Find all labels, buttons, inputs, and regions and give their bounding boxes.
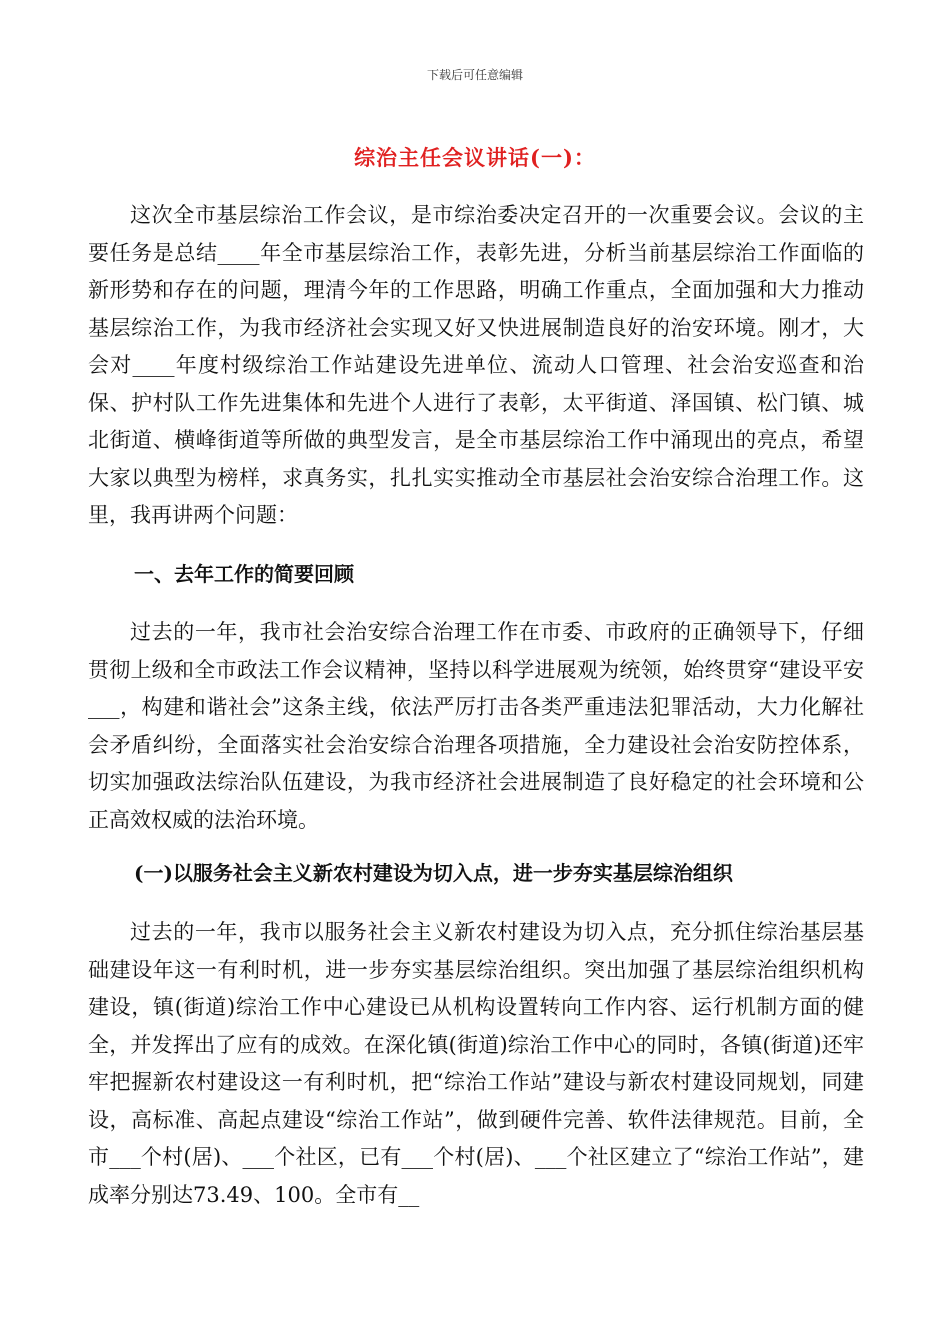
- page-header-note: 下载后可任意编辑: [426, 68, 523, 82]
- section1-paragraph: 过去的一年，我市以服务社会主义新农村建设为切入点，充分抓住综治基层基础建设年这一有利时机，进一步夯实基层综治组织。突出加强了基层综治组织机构建设，镇(街道)综治工作中心建设已从机构设置转向工作内容、运行机制方面的健全，并发挥出了应有的成效。在深化镇(街道)综治工作中心的同时，各镇(街道)还牢牢把握新农村建设这一有利时机，把“综治工作站”建设与新农村建设同规划，同建设，高标准、高起点建设“综治工作站”，做到硬件完善、软件法律规范。目前，全市___个村(居)、___个社区，已有___个村(居)、___个社区建立了“综治工作站”，建成率分别达73.49、100。全市有__: [88, 920, 864, 1207]
- review-paragraph-block: [88, 614, 864, 839]
- subsection-heading-one: (一)以服务社会主义新农村建设为切入点，进一步夯实基层综治组织: [134, 861, 733, 885]
- section-heading-review: 一、去年工作的简要回顾: [134, 562, 354, 586]
- document-title: 综治主任会议讲话(一)：: [354, 145, 596, 170]
- intro-paragraph: 这次全市基层综治工作会议，是市综治委决定召开的一次重要会议。会议的主要任务是总结____年全市基层综治工作，表彰先进，分析当前基层综治工作面临的新形势和存在的问题，理清今年的工作思路，明确工作重点，全面加强和大力推动基层综治工作，为我市经济社会实现又好又快进展制造良好的治安环境。刚才，大会对____年度村级综治工作站建设先进单位、流动人口管理、社会治安巡查和治保、护村队工作先进集体和先进个人进行了表彰，太平街道、泽国镇、松门镇、城北街道、横峰街道等所做的典型发言，是全市基层综治工作中涌现出的亮点，希望大家以典型为榜样，求真务实，扎扎实实推动全市基层社会治安综合治理工作。这里，我再讲两个问题：: [88, 203, 864, 527]
- intro-paragraph-block: [88, 197, 864, 535]
- review-paragraph: 过去的一年，我市社会治安综合治理工作在市委、市政府的正确领导下，仔细贯彻上级和全市政法工作会议精神，坚持以科学进展观为统领，始终贯穿“建设平安___，构建和谐社会”这条主线，依法严厉打击各类严重违法犯罪活动，大力化解社会矛盾纠纷，全面落实社会治安综合治理各项措施，全力建设社会治安防控体系，切实加强政法综治队伍建设，为我市经济社会进展制造了良好稳定的社会环境和公正高效权威的法治环境。: [88, 620, 864, 832]
- section1-paragraph-block: [88, 914, 864, 1214]
